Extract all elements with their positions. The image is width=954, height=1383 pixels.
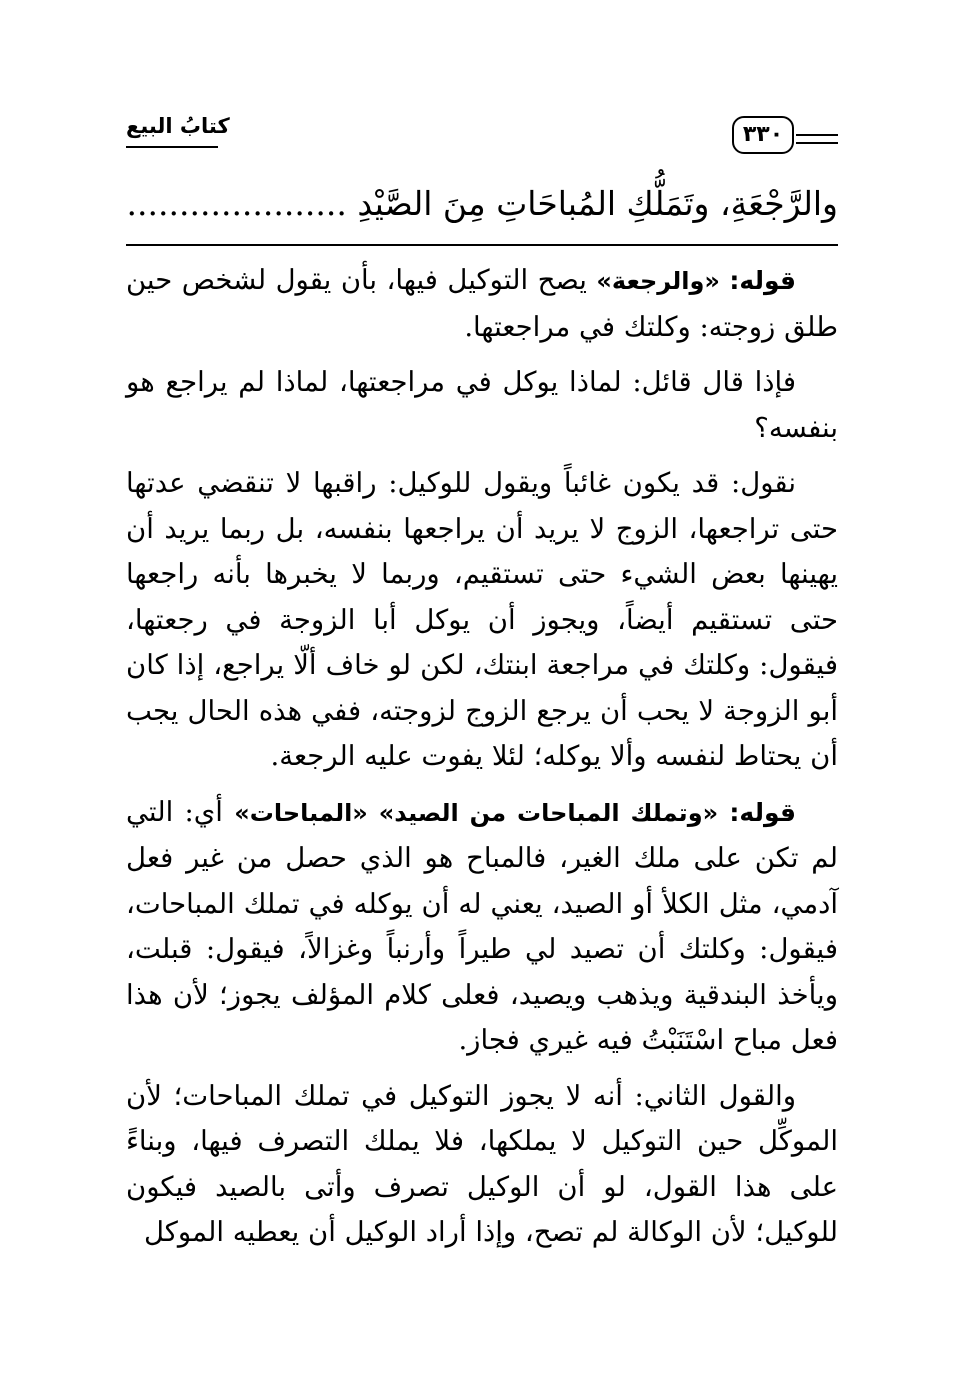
paragraph-text: والقول الثاني: أنه لا يجوز التوكيل في تملك المباحات؛ لأن الموكِّل حين التوكيل لا يملكها، فلا يملك التصرف فيها، وبناءً على هذا القول، لو أن الوكيل تصرف وأتى بالصيد فيكون للوكيل؛ لأن الوكالة لم تصح، وإذا أراد الوكيل أن يعطيه الموكل [126, 1079, 838, 1248]
matn-separator [126, 244, 838, 246]
header-rule-top [796, 134, 838, 136]
paragraph [126, 360, 838, 451]
title-underline [126, 146, 218, 148]
paragraph [126, 461, 838, 780]
paragraph [126, 1074, 838, 1256]
paragraph-text: نقول: قد يكون غائباً ويقول للوكيل: راقبها لا تنقضي عدتها حتى تراجعها، الزوج لا يريد أن يراجعها بنفسه، بل ربما يريد أن يهينها بعض الشيء حتى تستقيم، وربما لا يخبرها بأنه راجعها حتى تستقيم أيضاً، ويجوز أن يوكل أبا الزوجة في رجعتها، فيقول: وكلتك في مراجعة ابنتك، لكن لو خاف ألّا يراجع، إذا كان أبو الزوجة لا يحب أن يرجع الزوج لزوجته، ففي هذه الحال يجب أن يحتاط لنفسه وألا يوكله؛ لئلا يفوت عليه الرجعة. [126, 467, 838, 772]
paragraph [126, 258, 838, 350]
commentary-body [126, 258, 838, 1266]
book-title: كتابُ البيع [126, 114, 230, 138]
header-rule-bottom [796, 142, 838, 144]
quoted-matn: «والرجعة» [596, 267, 720, 295]
paragraph-text: يصح التوكيل فيها، بأن يقول لشخص حين طلق زوجته: وكلتك في مراجعتها. [126, 264, 838, 343]
matn-text: والرَّجْعَةِ، وتَمَلُّكِ المُباحَاتِ مِنَ الصَّيْدِ ..................... [126, 184, 838, 223]
page-header [126, 112, 838, 160]
page-number: ٣٣٠ [732, 116, 794, 154]
qawl-label: قوله: [729, 266, 796, 295]
qawl-label: قوله: [729, 797, 796, 827]
paragraph-text: أي: التي لم تكن على ملك الغير، فالمباح هو الذي حصل من غير فعل آدمي، مثل الكلأ أو الصيد، يعني له أن يوكله في تملك المباحات، فيقول: وكلتك أن تصيد لي طيراً وأرنباً وغزالاً، فيقول: قبلت، ويأخذ البندقية ويذهب ويصيد، فعلى كلام المؤلف يجوز؛ لأن هذا فعل مباح اسْتَنَبْتُ فيه غيري فجاز. [126, 795, 838, 1056]
quoted-matn: «وتملك المباحات من الصيد» «المباحات» [234, 798, 719, 827]
paragraph [126, 790, 838, 1064]
paragraph-text: فإذا قال قائل: لماذا يوكل في مراجعتها، لماذا لم يراجع هو بنفسه؟ [126, 366, 838, 444]
